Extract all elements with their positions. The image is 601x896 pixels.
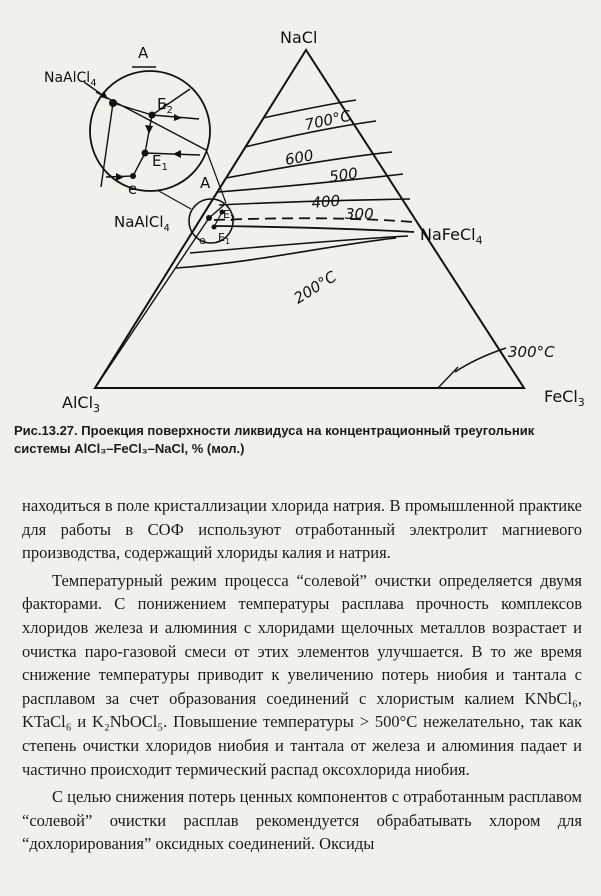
inset-title: A [138, 44, 149, 62]
inset-point-e [130, 173, 136, 179]
connector-line-1 [157, 190, 191, 209]
phase-diagram-figure [0, 0, 601, 420]
inset-point-e1 [142, 150, 149, 157]
isotherm-label-300: 300 [345, 205, 374, 223]
vertex-top-label: NaCl [280, 28, 318, 47]
ternary-diagram [0, 0, 601, 420]
small-e-label: e [199, 234, 206, 247]
point-naalcl4 [206, 215, 212, 221]
small-e1-label: $E_1$ [218, 231, 231, 246]
isotherm-label-300-fecl3: 300°C [508, 343, 555, 361]
vertex-left-label: AlCl$_3$ [62, 393, 101, 415]
inset-e2-label: $E_2$ [157, 95, 173, 116]
vertex-right-label: FeCl$_3$ [544, 387, 585, 409]
inset-e1-label: $E_1$ [152, 152, 168, 173]
paragraph-2: Температурный режим процесса “солевой” очистки определяется двумя факторами. С понижением температуры расплава прочность комплексов хлоридов железа и алюминия с хлоридами щелочных металлов возрастает и очистка паро-газовой смеси от этих элементов улучшается. В то же время снижение температуры приводит к увеличению потерь ниобия и тантала с расплавом за счет образования соединений с хлористым калием KNbCl₆, KTaCl₆ и K₂NbOCl₅. Повышение температуры > 500°C нежелательно, так как степень очистки хлоридов ниобия и тантала от железа и алюминия падает и частично происходит термический распад оксохлорида ниобия. [22, 570, 582, 779]
paragraph-1: находиться в поле кристаллизации хлорида натрия. В промышленной практике для работы в СОФ используют отработанный электролит магниевого производства, содержащий хлориды калия и натрия. [22, 496, 582, 563]
nafecl4-label: NaFeCl$_4$ [420, 225, 483, 247]
small-e2-label: $E_2$ [223, 208, 236, 223]
inset-e-label: e [128, 180, 138, 198]
naalcl4-label: NaAlCl$_4$ [114, 213, 170, 234]
isotherm-400 [218, 174, 403, 192]
isotherm-label-700: 700°C [303, 106, 353, 134]
isotherm-label-500: 500 [328, 164, 359, 186]
point-A-label: A [200, 174, 211, 192]
isotherm-300-fecl3 [455, 348, 506, 372]
isotherm-label-400: 400 [310, 191, 341, 212]
caption-number: Рис.13.27. [14, 423, 78, 438]
isotherm-label-600: 600 [283, 146, 315, 169]
body-text [22, 494, 582, 856]
tick-line-fecl3 [438, 367, 458, 388]
dashed-boundary [214, 218, 414, 222]
inset-point-e2 [149, 112, 156, 119]
figure-caption [14, 422, 589, 458]
inset-naalcl4-label: NaAlCl$_4$ [44, 70, 97, 89]
line-naalcl4-alcl3 [95, 218, 209, 388]
paragraph-3: С целью снижения потерь ценных компонентов с отработанным расплавом “солевой” очистки расплав рекомендуется обрабатывать хлором для “дохлорирования” оксидных соединений. Оксиды [22, 787, 582, 854]
inset-point-naalcl4 [109, 99, 117, 107]
boundary-nafecl4 [216, 226, 414, 232]
caption-text: Проекция поверхности ликвидуса на концентрационный треугольник системы AlCl₃–FeCl₃–NaCl, % (мол.) [14, 423, 535, 456]
isotherm-label-200: 200°C [290, 267, 340, 308]
